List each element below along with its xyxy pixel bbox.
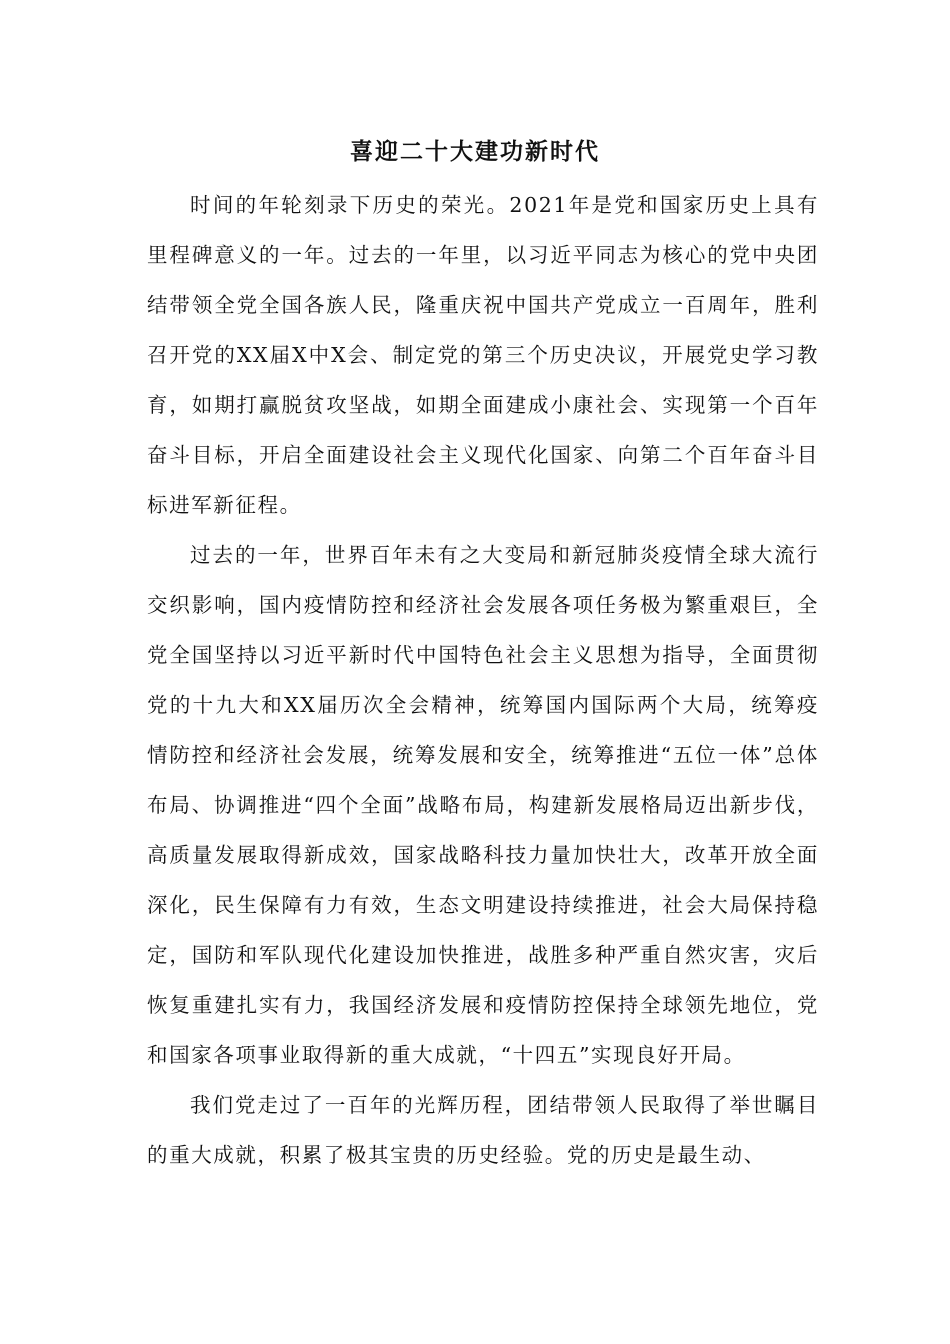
document-body — [147, 180, 819, 1180]
document-title: 喜迎二十大建功新时代 — [350, 138, 600, 165]
paragraph-3: 我们党走过了一百年的光辉历程，团结带领人民取得了举世瞩目的重大成就，积累了极其宝贵的历史经验。党的历史是最生动、 — [147, 1093, 819, 1167]
paragraph-1: 时间的年轮刻录下历史的荣光。2021年是党和国家历史上具有里程碑意义的一年。过去的一年里，以习近平同志为核心的党中央团结带领全党全国各族人民，隆重庆祝中国共产党成立一百周年，胜利召开党的XX届X中X会、制定党的第三个历史决议，开展党史学习教育，如期打赢脱贫攻坚战，如期全面建成小康社会、实现第一个百年奋斗目标，开启全面建设社会主义现代化国家、向第二个百年奋斗目标进军新征程。 — [147, 193, 819, 517]
paragraph-2: 过去的一年，世界百年未有之大变局和新冠肺炎疫情全球大流行交织影响，国内疫情防控和经济社会发展各项任务极为繁重艰巨，全党全国坚持以习近平新时代中国特色社会主义思想为指导，全面贯彻党的十九大和XX届历次全会精神，统筹国内国际两个大局，统筹疫情防控和经济社会发展，统筹发展和安全，统筹推进“五位一体”总体布局、协调推进“四个全面”战略布局，构建新发展格局迈出新步伐，高质量发展取得新成效，国家战略科技力量加快壮大，改革开放全面深化，民生保障有力有效，生态文明建设持续推进，社会大局保持稳定，国防和军队现代化建设加快推进，战胜多种严重自然灾害，灾后恢复重建扎实有力，我国经济发展和疫情防控保持全球领先地位，党和国家各项事业取得新的重大成就，“十四五”实现良好开局。 — [147, 543, 819, 1067]
